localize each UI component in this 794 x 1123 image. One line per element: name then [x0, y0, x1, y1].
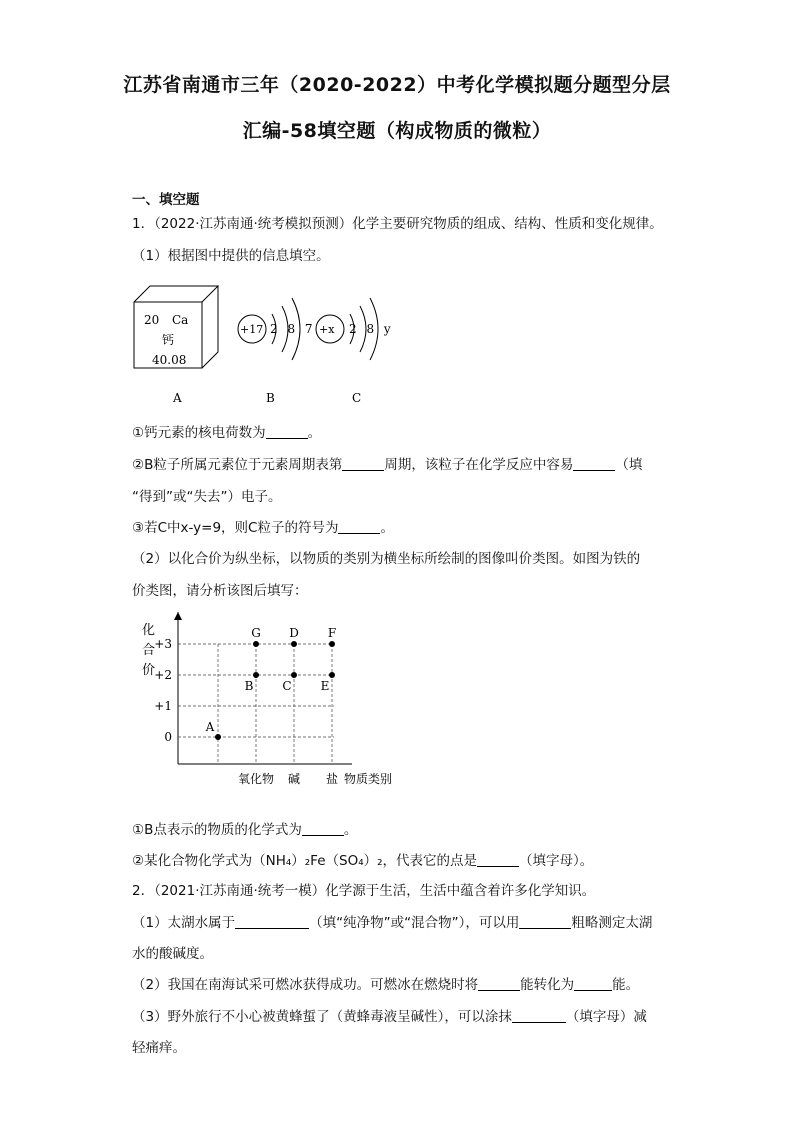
answer-blank[interactable]: [235, 914, 309, 929]
element-mass: 40.08: [152, 353, 187, 367]
section-heading: 一、填空题: [132, 192, 200, 208]
answer-blank[interactable]: [338, 519, 380, 534]
point-d: [291, 641, 297, 647]
q1-stem: 1．（2022·江苏南通·统考模拟预测）化学主要研究物质的组成、结构、性质和变化规律。: [132, 216, 663, 232]
q1-sub4: ①B点表示的物质的化学式为 。: [132, 822, 358, 838]
y-label-2: 合: [142, 643, 156, 658]
point-label-g: G: [251, 626, 261, 640]
answer-blank[interactable]: [512, 1008, 566, 1023]
x-axis-label: 物质类别: [344, 772, 393, 786]
point-label-d: D: [289, 626, 299, 640]
answer-blank[interactable]: [478, 976, 520, 991]
point-g: [253, 641, 259, 647]
q2-p3-cont: 轻痛痒。: [132, 1040, 186, 1056]
y-axis-arrow: [174, 612, 182, 620]
y-tick-label: +2: [154, 668, 172, 682]
point-label-e: E: [320, 679, 330, 693]
fig-label-c: C: [352, 391, 362, 405]
atom-b-shells: 2 8 7: [270, 322, 316, 336]
point-label-f: F: [327, 626, 337, 640]
y-tick-label: +1: [154, 699, 172, 713]
valence-chart: [130, 612, 430, 797]
q1-sub2-cont: “得到”或“失去”）电子。: [132, 489, 282, 505]
answer-blank[interactable]: [519, 914, 571, 929]
point-a: [215, 734, 221, 740]
y-label-1: 化: [142, 623, 156, 638]
atom-c-shells: 2 8 y: [349, 322, 394, 336]
doc-title-line1: 江苏省南通市三年（2020-2022）中考化学模拟题分题型分层: [123, 74, 671, 96]
y-tick-label: 0: [164, 730, 172, 744]
element-name: 钙: [162, 333, 175, 347]
answer-blank[interactable]: [573, 456, 615, 471]
q1-part1: （1）根据图中提供的信息填空。: [132, 248, 330, 264]
q2-p3: （3）野外旅行不小心被黄蜂蜇了（黄蜂毒液呈碱性），可以涂抹 （填字母）减: [132, 1009, 647, 1025]
answer-blank[interactable]: [266, 424, 308, 439]
point-e: [329, 672, 335, 678]
x-tick-label: 氧化物: [237, 772, 275, 786]
q1-part2-line2: 价类图，请分析该图后填写：: [132, 583, 308, 599]
point-b: [253, 672, 259, 678]
answer-blank[interactable]: [574, 976, 612, 991]
q1-sub1: ①钙元素的核电荷数为 。: [132, 425, 322, 441]
point-label-b: B: [244, 679, 254, 693]
q1-sub3: ③若C中x-y=9，则C粒子的符号为 。: [132, 520, 394, 536]
q1-sub2: ②B粒子所属元素位于元素周期表第 周期，该粒子在化学反应中容易 （填: [132, 457, 643, 473]
q1-sub5: ②某化合物化学式为（NH₄）₂Fe（SO₄）₂，代表它的点是 （填字母）。: [132, 853, 594, 869]
point-f: [329, 641, 335, 647]
q2-p1: （1）太湖水属于 （填“纯净物”或“混合物”），可以用 粗略测定太湖: [132, 915, 653, 931]
fig-label-a: A: [173, 391, 182, 405]
q2-p2: （2）我国在南海试采可燃冰获得成功。可燃冰在燃烧时将 能转化为 能。: [132, 977, 640, 993]
atom-c-nucleus: +x: [319, 323, 335, 336]
q1-part2-line1: （2）以化合价为纵坐标，以物质的类别为横坐标所绘制的图像叫价类图。如图为铁的: [132, 551, 641, 567]
answer-blank[interactable]: [342, 456, 384, 471]
q2-p1-cont: 水的酸碱度。: [132, 946, 213, 962]
atom-figure: [130, 280, 410, 410]
fig-label-b: B: [266, 391, 275, 405]
x-tick-label: 碱: [287, 772, 301, 786]
element-symbol: Ca: [172, 313, 189, 327]
element-number: 20: [144, 313, 160, 327]
q2-stem: 2．（2021·江苏南通·统考一模）化学源于生活，生活中蕴含着许多化学知识。: [132, 883, 596, 899]
answer-blank[interactable]: [302, 821, 344, 836]
point-label-a: A: [205, 720, 215, 734]
x-tick-label: 盐: [325, 772, 339, 786]
doc-title-line2: 汇编-58填空题（构成物质的微粒）: [242, 120, 552, 142]
y-label-3: 价: [142, 663, 156, 678]
y-tick-label: +3: [154, 637, 172, 651]
atom-b-nucleus: +17: [240, 323, 264, 336]
point-c: [291, 672, 297, 678]
answer-blank[interactable]: [477, 852, 519, 867]
point-label-c: C: [282, 679, 292, 693]
